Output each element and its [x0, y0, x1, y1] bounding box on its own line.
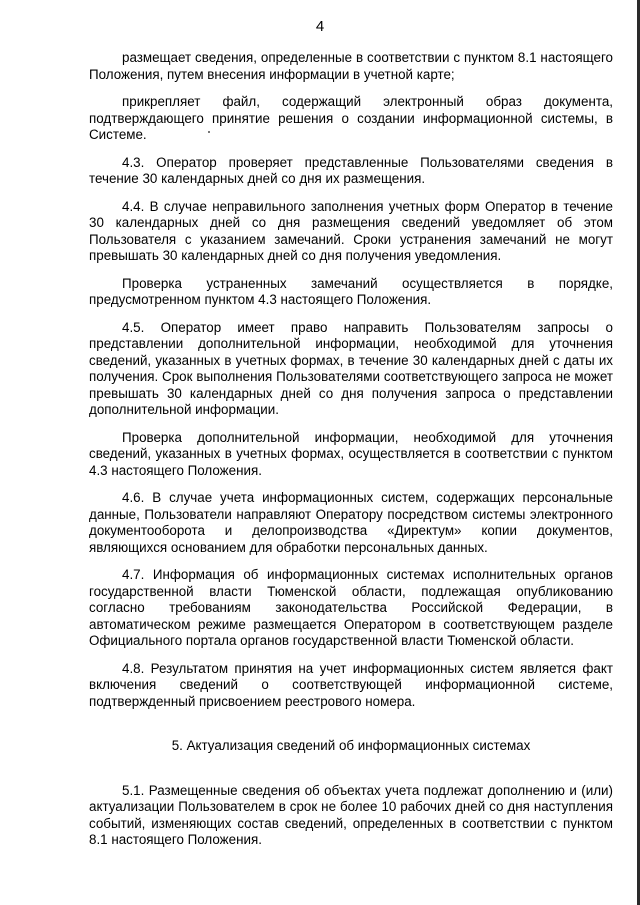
paragraph-4-3: 4.3. Оператор проверяет представленные Пользователями сведения в течение 30 календарных дней со дня их размещения. — [89, 154, 613, 186]
paragraph-4-5: 4.5. Оператор имеет право направить Пользователям запросы о представлении дополнительной информации, необходимой для уточнения сведений, указанных в учетных формах, в течение 30 календарных дней с даты их получения. Срок выполнения Пользователями соответствующего запроса не может превышать 30 календарных дней со дня получения запроса о представлении дополнительной информации. — [89, 319, 613, 417]
document-body — [89, 50, 613, 860]
paragraph: размещает сведения, определенные в соответствии с пунктом 8.1 настоящего Положения, путем внесения информации в учетной карте; — [89, 50, 613, 82]
paragraph-4-4: 4.4. В случае неправильного заполнения учетных форм Оператор в течение 30 календарных дней со дня размещения сведений уведомляет об этом Пользователя с указанием замечаний. Сроки устранения замечаний не могут превышать 30 календарных дней со дня получения уведомления. — [89, 198, 613, 263]
section-heading: 5. Актуализация сведений об информационных системах — [171, 738, 531, 753]
paragraph: прикрепляет файл, содержащий электронный образ документа, подтверждающего принятие решения о создании информационной системы, в Системе. — [89, 94, 613, 142]
paragraph-4-8: 4.8. Результатом принятия на учет информационных систем является факт включения сведений о соответствующей информационной системе, подтвержденный присвоением реестрового номера. — [89, 660, 613, 709]
paragraph-5-1: 5.1. Размещенные сведения об объектах учета подлежат дополнению и (или) актуализации Пользователем в срок не более 10 рабочих дней со дня наступления событий, изменяющих состав сведений, определенных в соответствии с пунктом 8.1 настоящего Положения. — [89, 782, 613, 847]
paragraph: Проверка дополнительной информации, необходимой для уточнения сведений, указанных в учетных формах, осуществляется в соответствии с пунктом 4.3 настоящего Положения. — [89, 429, 613, 478]
page-number: 4 — [315, 18, 325, 35]
paragraph-4-7: 4.7. Информация об информационных системах исполнительных органов государственной власти Тюменской области, подлежащая опубликованию согласно требованиям законодательства Российской Федерации, в автоматическом режиме размещается Оператором в соответствующем разделе Официального портала органов государственной власти Тюменской области. — [89, 567, 613, 648]
paragraph-4-6: 4.6. В случае учета информационных систем, содержащих персональные данные, Пользователи направляют Оператору посредством системы электронного документооборота и делопроизводства «Директум» копии документов, являющихся основанием для обработки персональных данных. — [89, 490, 613, 555]
paragraph: Проверка устраненных замечаний осуществляется в порядке, предусмотренном пунктом 4.3 настоящего Положения. — [89, 275, 613, 307]
scan-speck — [208, 131, 210, 133]
